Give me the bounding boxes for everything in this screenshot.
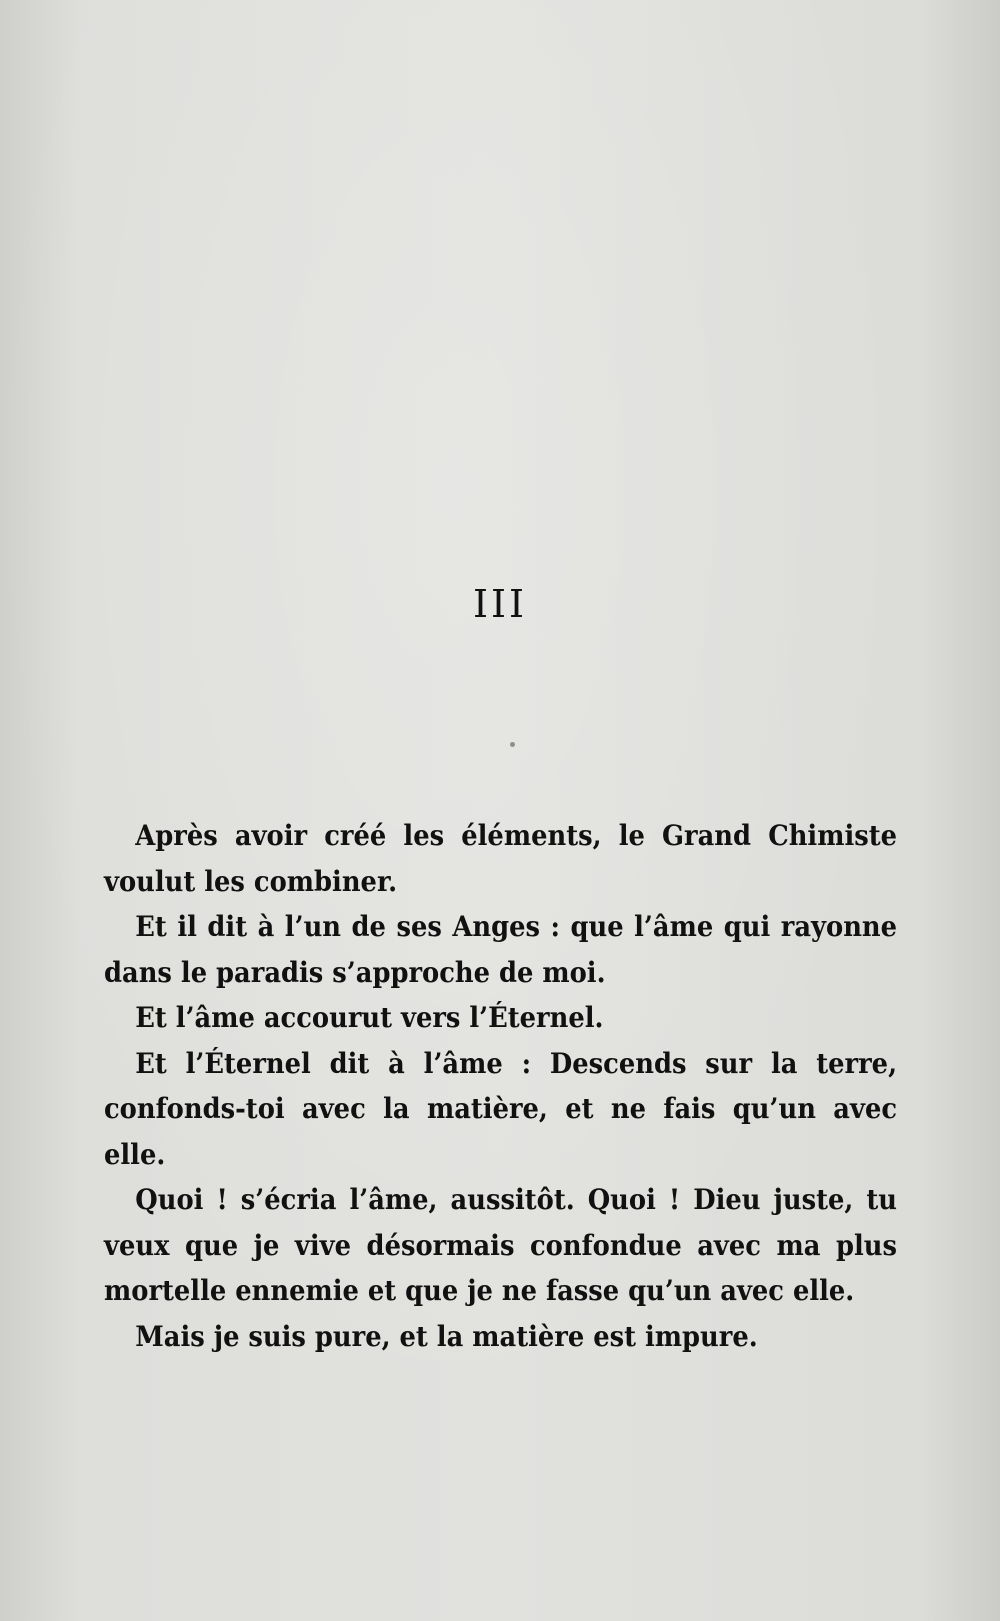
ornament-dot [510,742,515,747]
chapter-number: III [472,582,528,626]
paragraph-3: Et l’âme accourut vers l’Éternel. [135,1001,604,1034]
paragraph-4: Et l’Éternel dit à l’âme : Descends sur la terre, confonds-toi avec la matière, et ne fais qu’un avec elle. [104,1046,898,1171]
body-text [104,813,897,1359]
paragraph-1: Après avoir créé les éléments, le Grand Chimiste voulut les combiner. [104,819,898,898]
paragraph-5: Quoi ! s’écria l’âme, aussitôt. Quoi ! Dieu juste, tu veux que je vive désormais confondue avec ma plus mortelle ennemie et que je ne fasse qu’un avec elle. [104,1183,898,1307]
paragraph-6: Mais je suis pure, et la matière est impure. [135,1319,758,1353]
paragraph-2: Et il dit à l’un de ses Anges : que l’âme qui rayonne dans le paradis s’approche de moi. [104,910,898,989]
